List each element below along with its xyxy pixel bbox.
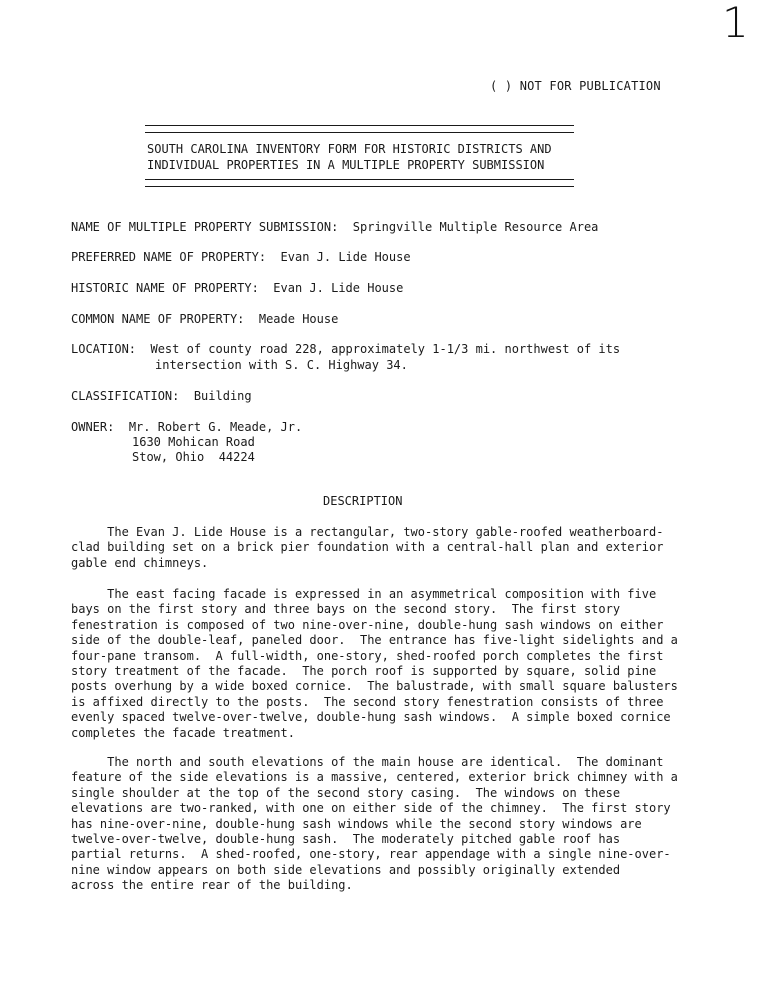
description-paragraph-3 [71, 755, 721, 894]
paragraph-line: completes the facade treatment. [71, 725, 295, 740]
paragraph-line: gable end chimneys. [71, 555, 209, 570]
field-owner [71, 419, 302, 435]
form-title-line-2: INDIVIDUAL PROPERTIES IN A MULTIPLE PROPERTY SUBMISSION [147, 158, 545, 172]
title-rule-top-2 [145, 132, 574, 133]
title-rule-bottom-2 [145, 186, 574, 187]
paragraph-line: The Evan J. Lide House is a rectangular, two-story gable-roofed weatherboard- [71, 525, 664, 539]
location-line-1: West of county road 228, approximately 1-1/3 mi. northwest of its [150, 342, 621, 356]
page-number-handwritten: 1 [722, 0, 749, 47]
paragraph-line: elevations are two-ranked, with one on either side of the chimney. The first story [71, 801, 671, 816]
paragraph-line: The east facing facade is expressed in an asymmetrical composition with five [71, 587, 657, 601]
field-label: PREFERRED NAME OF PROPERTY: [71, 250, 267, 264]
paragraph-line: twelve-over-twelve, double-hung sash. The moderately pitched gable roof has [71, 832, 621, 847]
paragraph-line: posts overhung by a wide boxed cornice. The balustrade, with small square balusters [71, 679, 678, 694]
field-value: Building [193, 389, 252, 403]
field-value: Evan J. Lide House [273, 281, 404, 295]
publication-status: ( ) NOT FOR PUBLICATION [490, 79, 661, 93]
field-label: COMMON NAME OF PROPERTY: [71, 312, 245, 326]
title-rule-bottom-1 [145, 179, 574, 180]
field-location [71, 341, 620, 357]
paragraph-line: single shoulder at the top of the second story casing. The windows on these [71, 785, 621, 800]
form-title-line-1: SOUTH CAROLINA INVENTORY FORM FOR HISTORIC DISTRICTS AND [147, 142, 552, 156]
owner-line-2: 1630 Mohican Road [132, 435, 255, 449]
description-paragraph-2 [71, 587, 721, 741]
paragraph-line: story treatment of the facade. The porch roof is supported by square, solid pine [71, 664, 657, 679]
paragraph-line: partial returns. A shed-roofed, one-story, rear appendage with a single nine-over- [71, 847, 671, 862]
field-value: Meade House [258, 312, 339, 326]
field-label: HISTORIC NAME OF PROPERTY: [71, 281, 259, 295]
form-title [147, 141, 552, 173]
paragraph-line: clad building set on a brick pier foundation with a central-hall plan and exterior [71, 540, 664, 555]
section-heading-description: DESCRIPTION [323, 494, 403, 508]
owner-line-3: Stow, Ohio 44224 [132, 450, 255, 464]
field-classification [71, 388, 252, 404]
field-label: OWNER: [71, 420, 115, 434]
location-line-2: intersection with S. C. Highway 34. [155, 358, 408, 372]
field-preferred-name [71, 249, 411, 265]
field-multiple-property [71, 219, 598, 235]
field-value: Springville Multiple Resource Area [352, 220, 599, 234]
paragraph-line: four-pane transom. A full-width, one-story, shed-roofed porch completes the first [71, 648, 664, 663]
title-rule-top-1 [145, 125, 574, 126]
paragraph-line: side of the double-leaf, paneled door. The entrance has five-light sidelights and a [71, 633, 678, 648]
field-common-name [71, 311, 338, 327]
paragraph-line: across the entire rear of the building. [71, 878, 353, 893]
paragraph-line: feature of the side elevations is a massive, centered, exterior brick chimney with a [71, 770, 678, 785]
paragraph-line: nine window appears on both side elevations and possibly originally extended [71, 862, 621, 877]
paragraph-line: The north and south elevations of the main house are identical. The dominant [71, 755, 664, 769]
description-paragraph-1 [71, 525, 721, 571]
paragraph-line: fenestration is composed of two nine-over-nine, double-hung sash windows on either [71, 617, 664, 632]
field-label: CLASSIFICATION: [71, 389, 180, 403]
paragraph-line: is affixed directly to the posts. The second story fenestration consists of three [71, 694, 664, 709]
paragraph-line: has nine-over-nine, double-hung sash windows while the second story windows are [71, 816, 642, 831]
field-value: Evan J. Lide House [280, 250, 411, 264]
paragraph-line: evenly spaced twelve-over-twelve, double-hung sash windows. A simple boxed cornice [71, 710, 671, 725]
field-label: NAME OF MULTIPLE PROPERTY SUBMISSION: [71, 220, 339, 234]
paragraph-line: bays on the first story and three bays on the second story. The first story [71, 602, 621, 617]
field-label: LOCATION: [71, 342, 137, 356]
owner-line-1: Mr. Robert G. Meade, Jr. [128, 420, 303, 434]
field-historic-name [71, 280, 403, 296]
